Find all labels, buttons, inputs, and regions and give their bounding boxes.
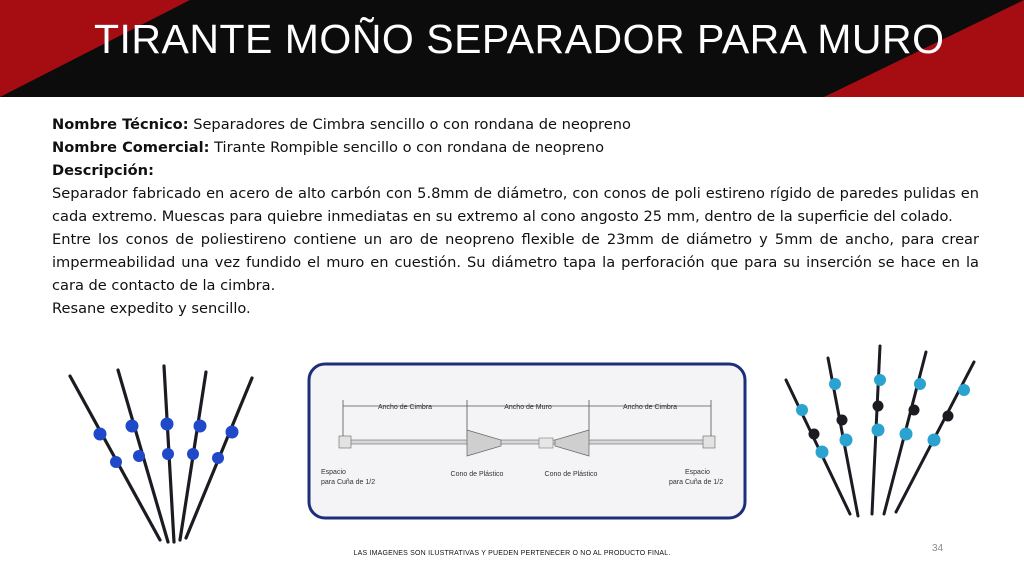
technical-name-label: Nombre Técnico: [52,116,189,133]
description-paragraph-2: Entre los conos de poliestireno contiene un aro de neopreno flexible de 23mm de diámetro y 5mm de ancho, para crear impermeabilidad una vez fundido el muro en cuestión. Su diámetro tapa la perforación que para su inserción se hace en la cara de contacto de la cimbra. [52,231,979,294]
tie-diagram [307,362,747,520]
cone-label-left: Cono de Plástico [450,471,504,478]
cone-label-right: Cono de Plástico [544,471,598,478]
commercial-name-line [52,136,979,159]
technical-name-line [52,113,979,136]
technical-name-value: Separadores de Cimbra sencillo o con rondana de neopreno [193,116,631,133]
dim-label-left: Ancho de Cimbra [377,404,433,411]
description-heading: Descripción: [52,162,154,179]
commercial-name-value: Tirante Rompible sencillo o con rondana de neopreno [214,139,605,156]
page-number: 34 [932,543,944,554]
footer-disclaimer: LAS IMAGENES SON ILUSTRATIVAS Y PUEDEN PERTENECER O NO AL PRODUCTO FINAL. [353,550,671,557]
slide-title: TIRANTE MOÑO SEPARADOR PARA MURO [94,16,945,62]
description-paragraph-1: Separador fabricado en acero de alto carbón con 5.8mm de diámetro, con conos de poli estireno rígido de paredes pulidas en cada extremo. Muescas para quiebre inmediatas en su extremo al cono angosto 25 mm, dentro de la superficie del colado. [52,185,979,225]
product-photo-left [60,364,270,544]
commercial-name-label: Nombre Comercial: [52,139,210,156]
blue-cones-left [94,418,239,469]
dim-label-right: Ancho de Cimbra [622,404,678,411]
product-description [52,113,979,320]
product-photo-right [778,342,988,522]
spacer-label-right-2: para Cuña de 1/2 [669,479,724,486]
description-paragraph-3: Resane expedito y sencillo. [52,300,251,317]
spacer-label-left-2: para Cuña de 1/2 [321,479,376,486]
dim-label-center: Ancho de Muro [504,404,552,411]
spacer-label-left-1: Espacio [321,469,346,476]
light-blue-cones-right [796,374,970,459]
slide-header [0,0,1024,97]
spacer-label-right-1: Espacio [685,469,710,476]
